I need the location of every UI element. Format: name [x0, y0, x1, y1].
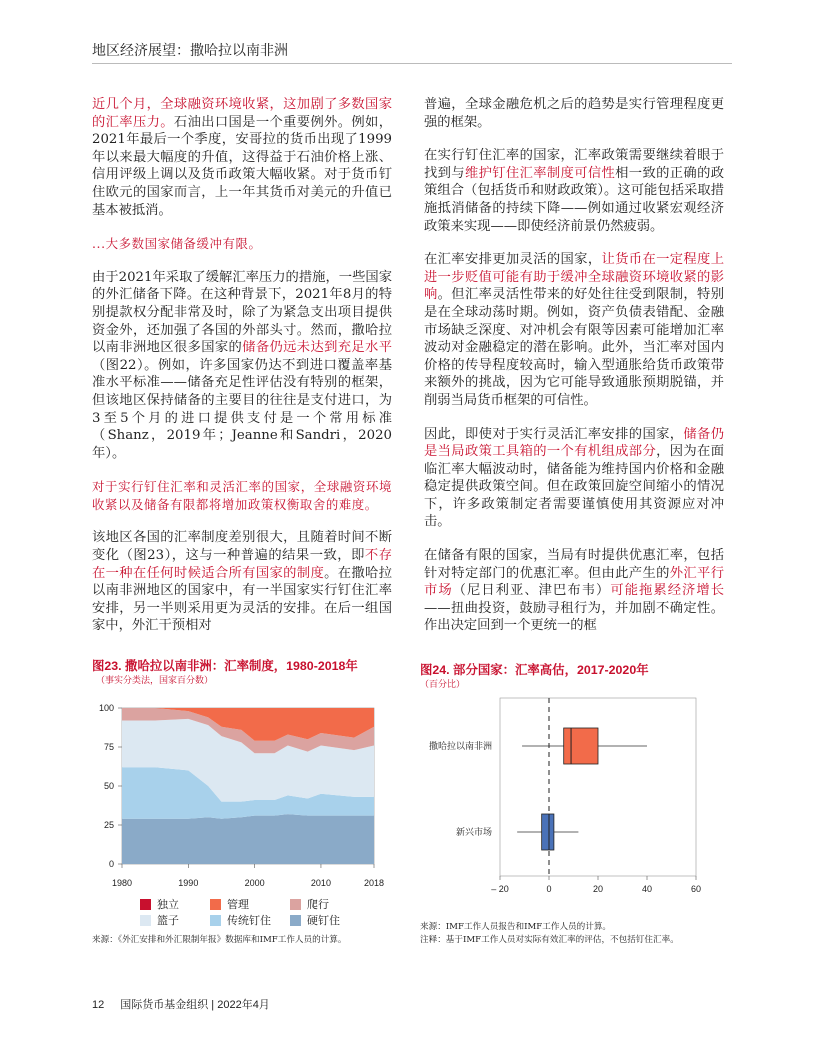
emphasis-text: 储备仍远未达到充足水平 [242, 340, 393, 356]
emphasis-text: 近几个月，全球融资环境收紧，这加剧了多数国家的汇率压力。 [92, 97, 392, 130]
legend-swatch [210, 915, 221, 926]
page-footer [92, 996, 270, 1012]
fig24-box-chart [420, 690, 720, 915]
box [542, 814, 554, 850]
body-text: 在汇率安排更加灵活的国家， [424, 252, 602, 268]
fig23-area-chart [92, 690, 392, 895]
emphasis-text: 可能拖累经济增长 [610, 583, 725, 599]
body-text: （图22）。例如，许多国家仍达不到进口覆盖率基准水平标准——储备充足性评估没有特别的框架，但该地区保持储备的主要目的往往是支付进口，为3至5个月的进口提供支付是一个常用标准（Shanz，2019年；Jeanne和Sandri，2020年）。 [92, 357, 392, 461]
running-header: 地区经济展望：撒哈拉以南非洲 [92, 43, 288, 59]
section-lead-1: ...大多数国家储备缓冲有限。 [92, 236, 262, 252]
body-text: 在储备有限的国家，当局有时提供优惠汇率，包括针对特定部门的优惠汇率。但由此产生的 [424, 548, 724, 581]
y-tick-label: 100 [98, 703, 114, 713]
box [564, 728, 598, 764]
fig24-title: 图24. 部分国家：汇率高估，2017-2020年 [420, 663, 649, 677]
body-text: 因此，即使对于实行灵活汇率安排的国家， [424, 426, 684, 442]
body-text: 相一致的正确的政策组合（包括货币和财政政策）。这可能包括采取措施抵消储备的持续下降——例如通过收紧宏观经济政策来实现——即使经济前景仍然疲弱。 [424, 165, 725, 234]
body-text: 在实行钉住汇率的国家，汇率政策需要继续着眼于找到与 [424, 148, 724, 181]
category-label: 撒哈拉以南非洲 [428, 741, 492, 751]
legend-label: 硬钉住 [307, 914, 340, 927]
x-tick-label: 1990 [178, 878, 199, 888]
footer-text: 国际货币基金组织 | 2022年4月 [120, 999, 270, 1011]
legend-label: 爬行 [307, 898, 329, 911]
plot-frame [500, 698, 696, 876]
body-text: 该地区各国的汇率制度差别很大，且随着时间不断变化（图23），这与一种普遍的结果一致，即 [92, 530, 392, 564]
legend-swatch [290, 899, 301, 910]
x-tick-label: 20 [592, 884, 604, 894]
emphasis-text: 维护钉住汇率制度可信性 [464, 165, 616, 181]
header-rule [92, 63, 732, 64]
x-tick-label: 2000 [244, 878, 265, 888]
legend-label: 篮子 [157, 914, 179, 927]
body-text: （尼日利亚、津巴布韦） [452, 583, 611, 599]
emphasis-text: 不存在一种在任何时候适合所有国家的制度 [92, 548, 392, 581]
fig23-title: 图23. 撒哈拉以南非洲：汇率制度，1980-2018年 [92, 659, 358, 673]
legend-label: 管理 [227, 898, 249, 911]
legend-item [210, 912, 271, 928]
page-number: 12 [92, 999, 105, 1011]
category-label: 新兴市场 [455, 827, 492, 837]
body-text: 。在撒哈拉以南非洲地区的国家中，有一半国家实行钉住汇率安排，另一半则采用更为灵活的安排。在后一组国家中，外汇干预相对 [92, 565, 393, 634]
legend-item [140, 912, 179, 928]
legend-item [210, 896, 249, 912]
fig24-note: 注释：基于IMF工作人员对实际有效汇率的评估，不包括钉住汇率。 [420, 935, 679, 945]
body-text: 石油出口国是一个重要例外。例如，2021年最后一个季度，安哥拉的货币出现了1999年以来最大幅度的升值，这得益于石油价格上涨、信用评级上调以及货币政策大幅收紧。对于货币钉住欧元的国家而言，上一年其货币对美元的升值已基本被抵消。 [92, 114, 393, 218]
area-series [122, 814, 374, 864]
x-tick-label: 40 [641, 884, 653, 894]
left-column [92, 96, 392, 651]
section-lead-2: 对于实行钉住汇率和灵活汇率的国家，全球融资环境收紧以及储备有限都将增加政策权衡取舍的难度。 [92, 479, 392, 512]
legend-item [290, 912, 340, 928]
emphasis-text: 外汇平行市场 [424, 565, 725, 599]
right-column [424, 96, 724, 651]
legend-label: 独立 [157, 898, 179, 911]
y-tick-label: 0 [108, 859, 114, 869]
legend-swatch [140, 915, 151, 926]
body-text: ——扭曲投资，鼓励寻租行为，并加剧不确定性。作出决定回到一个更统一的框 [424, 600, 724, 634]
legend-swatch [290, 915, 301, 926]
x-tick-label: – 20 [491, 884, 509, 894]
fig23-subtitle: （事实分类法，国家百分数） [96, 676, 214, 686]
fig24-source: 来源：IMF工作人员报告和IMF工作人员的计算。 [420, 922, 612, 932]
left-paragraph-2 [92, 269, 392, 463]
x-tick-label: 0 [546, 884, 552, 894]
right-paragraph-1: 普遍，全球金融危机之后的趋势是实行管理程度更强的框架。 [424, 97, 724, 130]
x-tick-label: 60 [690, 884, 702, 894]
body-text: ，因为在面临汇率大幅波动时，储备能为维持国内价格和金融稳定提供政策空间。但在政策回旋空间缩小的情况下，许多政策制定者需要谨慎使用其资源应对冲击。 [424, 444, 725, 530]
body-text: 由于2021年采取了缓解汇率压力的措施，一些国家的外汇储备下降。在这种背景下，2021年8月的特别提款权分配非常及时，除了为紧急支出项目提供资金外，还加强了各国的外部头寸。然而，撒哈拉以南非洲地区很多国家的 [92, 269, 392, 356]
fig23-source: 来源：《外汇安排和外汇限制年报》数据库和IMF工作人员的计算。 [92, 935, 347, 945]
right-paragraph-3 [424, 251, 724, 409]
x-tick-label: 1980 [111, 878, 133, 888]
right-paragraph-5 [424, 547, 724, 635]
legend-swatch [210, 899, 221, 910]
left-paragraph-1 [92, 96, 392, 219]
fig24-subtitle: （百分比） [420, 680, 466, 690]
y-tick-label: 75 [103, 742, 114, 752]
legend-item [140, 896, 179, 912]
x-tick-label: 2010 [310, 878, 331, 888]
y-tick-label: 50 [103, 781, 114, 791]
emphasis-text: 让货币在一定程度上进一步贬值可能有助于缓冲全球融资环境收紧的影响 [424, 252, 725, 303]
legend-item [290, 896, 329, 912]
emphasis-text: 储备仍是当局政策工具箱的一个有机组成部分 [424, 426, 725, 460]
left-paragraph-3 [92, 529, 392, 635]
right-paragraph-2 [424, 147, 724, 235]
body-text: 。但汇率灵活性带来的好处往往受到限制，特别是在全球动荡时期。例如，资产负债表错配、金融市场缺乏深度、对冲机会有限等因素可能增加汇率波动对金融稳定的潜在影响。此外，当汇率对国内价格的传导程度较高时，输入型通胀给货币政策带来额外的挑战，因为它可能导致通胀预期脱锚，并削弱当局货币框架的可信性。 [424, 287, 725, 408]
x-tick-label: 2018 [363, 878, 385, 888]
right-paragraph-4 [424, 426, 724, 532]
y-tick-label: 25 [103, 820, 114, 830]
legend-swatch [140, 899, 151, 910]
legend-label: 传统钉住 [227, 914, 271, 927]
